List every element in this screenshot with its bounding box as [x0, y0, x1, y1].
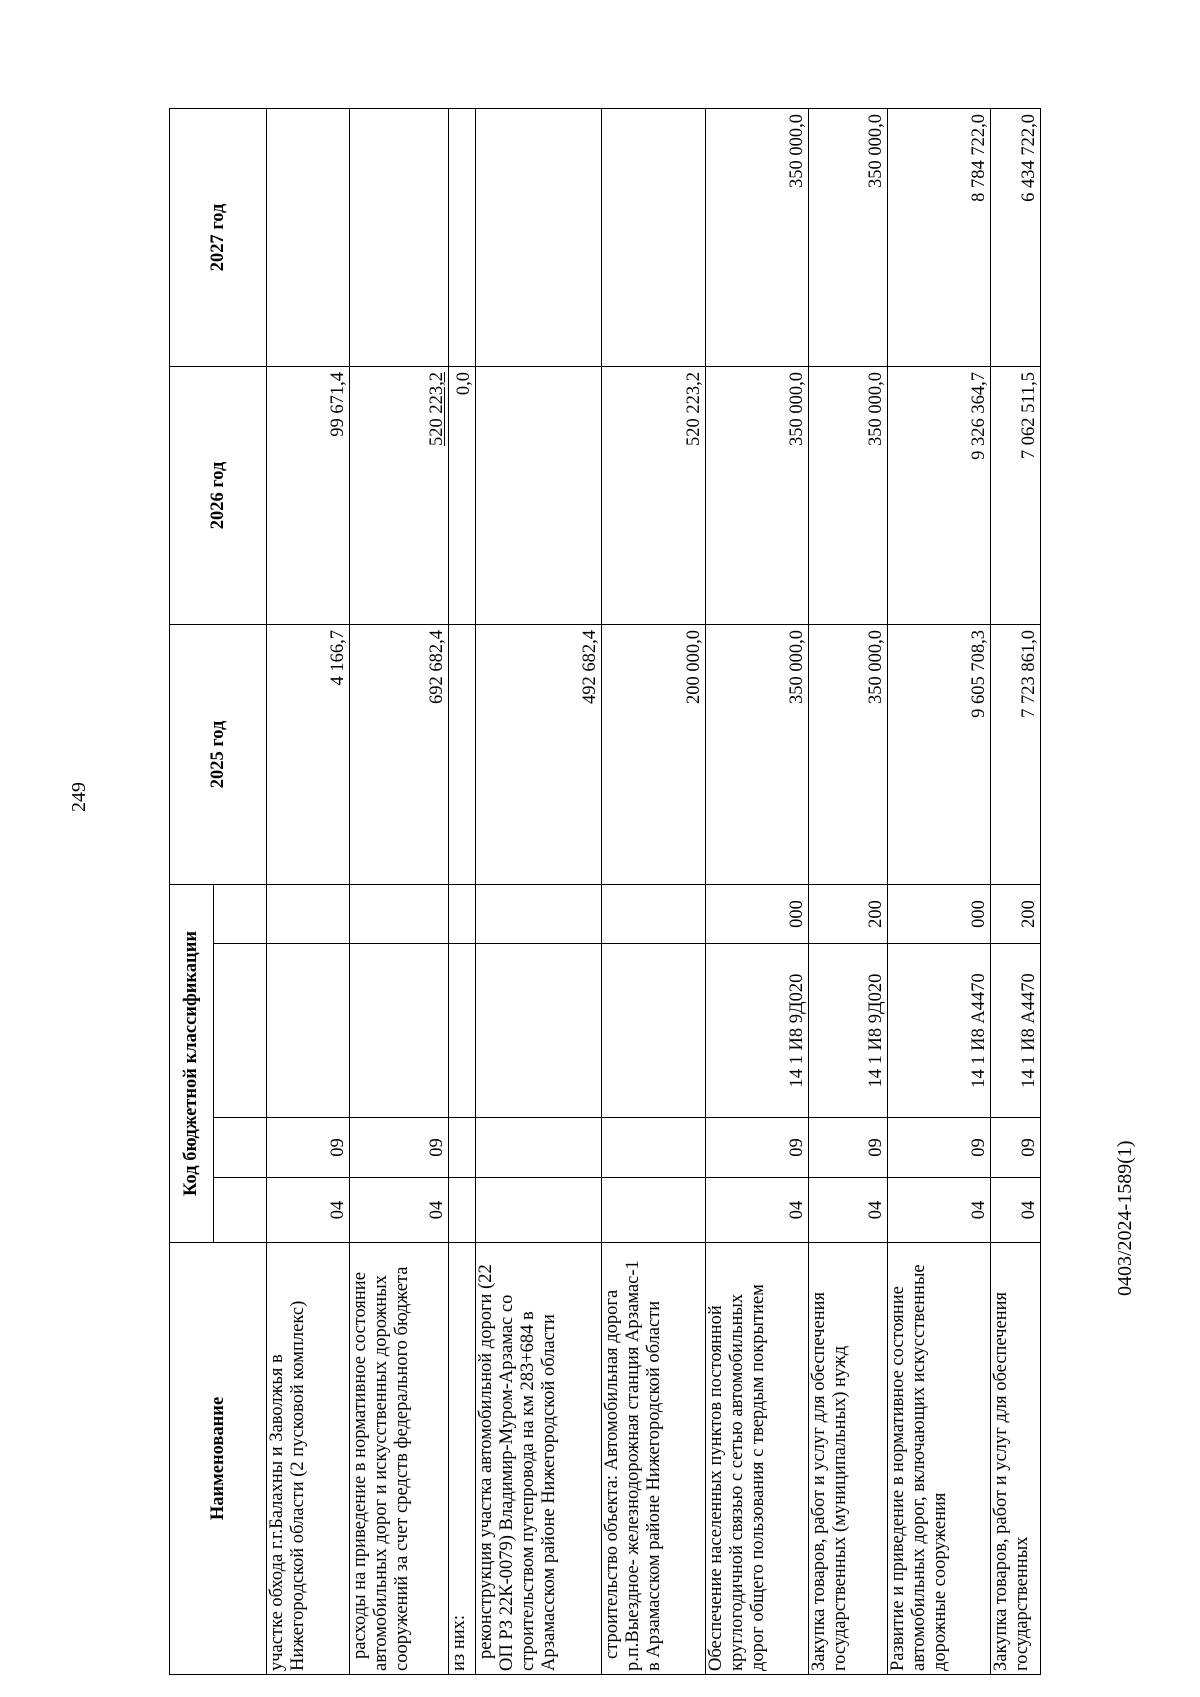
row-code-target: 14 1 И8 9Д020	[706, 944, 809, 1118]
table-row	[991, 108, 1041, 1674]
row-value-2027: 8 784 722,0	[888, 108, 991, 366]
row-code-target	[449, 944, 476, 1118]
row-value-2026: 0,0	[449, 366, 476, 624]
row-value-2026: 99 671,4	[267, 366, 350, 624]
row-code-target: 14 1 И8 А4470	[991, 944, 1041, 1118]
row-code-section: 04	[809, 1178, 888, 1243]
row-code-section: 04	[350, 1178, 449, 1243]
row-code-section: 04	[706, 1178, 809, 1243]
row-name: строительство объекта: Автомобильная дорога р.п.Выездное- железнодорожная станция Арзамас-1 в Арзамасском районе Нижегородской области	[602, 1243, 706, 1675]
table-row	[809, 108, 888, 1674]
row-name: Закупка товаров, работ и услуг для обеспечения государственных (муниципальных) нужд	[809, 1243, 888, 1675]
row-code-section	[476, 1178, 602, 1243]
row-value-2025	[449, 624, 476, 884]
row-name: Закупка товаров, работ и услуг для обеспечения государственных	[991, 1243, 1041, 1675]
row-value-2026: 350 000,0	[706, 366, 809, 624]
budget-table-container	[169, 109, 1039, 1675]
row-value-2027	[449, 108, 476, 366]
row-code-target	[602, 944, 706, 1118]
row-code-subsection	[602, 1118, 706, 1178]
row-value-2025: 350 000,0	[706, 624, 809, 884]
row-value-2025: 4 166,7	[267, 624, 350, 884]
header-code: Код бюджетной классификации	[170, 884, 214, 1242]
row-code-subsection	[476, 1118, 602, 1178]
row-name: из них:	[449, 1243, 476, 1675]
row-code-subsection	[449, 1118, 476, 1178]
row-code-type: 200	[991, 884, 1041, 943]
table-row	[888, 108, 991, 1674]
row-value-2027: 6 434 722,0	[991, 108, 1041, 366]
table-row	[350, 108, 449, 1674]
row-value-2025: 492 682,4	[476, 624, 602, 884]
row-name: участке обхода г.г.Балахны и Заволжья в Нижегородской области (2 пусковой комплекс)	[267, 1243, 350, 1675]
table-row	[476, 108, 602, 1674]
row-name: Развитие и приведение в нормативное состояние автомобильных дорог, включающих искусственные дорожные сооружения	[888, 1243, 991, 1675]
header-2027: 2027 год	[170, 108, 267, 366]
row-value-2027	[602, 108, 706, 366]
document-code: 0403/2024-1589(1)	[1114, 1140, 1136, 1296]
row-code-section	[602, 1178, 706, 1243]
row-code-subsection: 09	[991, 1118, 1041, 1178]
row-value-2027	[267, 108, 350, 366]
page-number: 249	[68, 782, 90, 812]
row-code-section: 04	[888, 1178, 991, 1243]
table-row	[602, 108, 706, 1674]
header-2026: 2026 год	[170, 366, 267, 624]
row-code-target	[476, 944, 602, 1118]
row-value-2026: 9 326 364,7	[888, 366, 991, 624]
header-2025: 2025 год	[170, 624, 267, 884]
header-name: Наименование	[170, 1243, 267, 1675]
header-code-sub2	[214, 1118, 267, 1178]
row-code-type	[449, 884, 476, 943]
row-value-2026: 520 223,2	[602, 366, 706, 624]
table-row	[706, 108, 809, 1674]
row-code-type	[602, 884, 706, 943]
row-code-target: 14 1 И8 А4470	[888, 944, 991, 1118]
row-code-type: 200	[809, 884, 888, 943]
row-code-target: 14 1 И8 9Д020	[809, 944, 888, 1118]
row-value-2026: 520 223,2	[350, 366, 449, 624]
row-value-2025: 692 682,4	[350, 624, 449, 884]
header-code-sub3	[214, 944, 267, 1118]
row-code-subsection: 09	[888, 1118, 991, 1178]
row-code-target	[350, 944, 449, 1118]
header-code-sub1	[214, 1178, 267, 1243]
budget-table	[169, 108, 1041, 1675]
row-value-2025: 200 000,0	[602, 624, 706, 884]
row-value-2025: 350 000,0	[809, 624, 888, 884]
row-value-2025: 9 605 708,3	[888, 624, 991, 884]
row-code-type	[350, 884, 449, 943]
row-name: Обеспечение населенных пунктов постоянной круглогодичной связью с сетью автомобильных дорог общего пользования с твердым покрытием	[706, 1243, 809, 1675]
header-code-sub4	[214, 884, 267, 943]
row-code-type	[476, 884, 602, 943]
row-code-section	[449, 1178, 476, 1243]
row-value-2027	[476, 108, 602, 366]
row-value-2026: 7 062 511,5	[991, 366, 1041, 624]
row-code-type: 000	[888, 884, 991, 943]
row-code-subsection: 09	[350, 1118, 449, 1178]
row-code-subsection: 09	[809, 1118, 888, 1178]
row-name: реконструкция участка автомобильной дороги (22 ОП РЗ 22К-0079) Владимир-Муром-Арзамас со строительством путепровода на км 283+684 в Арзамасском районе Нижегородской области	[476, 1243, 602, 1675]
row-value-2026	[476, 366, 602, 624]
row-code-target	[267, 944, 350, 1118]
row-code-section: 04	[991, 1178, 1041, 1243]
row-value-2027	[350, 108, 449, 366]
row-value-2026: 350 000,0	[809, 366, 888, 624]
row-value-2027: 350 000,0	[809, 108, 888, 366]
row-code-subsection: 09	[267, 1118, 350, 1178]
row-code-type	[267, 884, 350, 943]
row-name: расходы на приведение в нормативное состояние автомобильных дорог и искусственных дорожных сооружений за счет средств федерального бюджета	[350, 1243, 449, 1675]
table-row	[449, 108, 476, 1674]
row-value-2027: 350 000,0	[706, 108, 809, 366]
table-row	[267, 108, 350, 1674]
row-code-subsection: 09	[706, 1118, 809, 1178]
row-code-type: 000	[706, 884, 809, 943]
row-code-section: 04	[267, 1178, 350, 1243]
row-value-2025: 7 723 861,0	[991, 624, 1041, 884]
